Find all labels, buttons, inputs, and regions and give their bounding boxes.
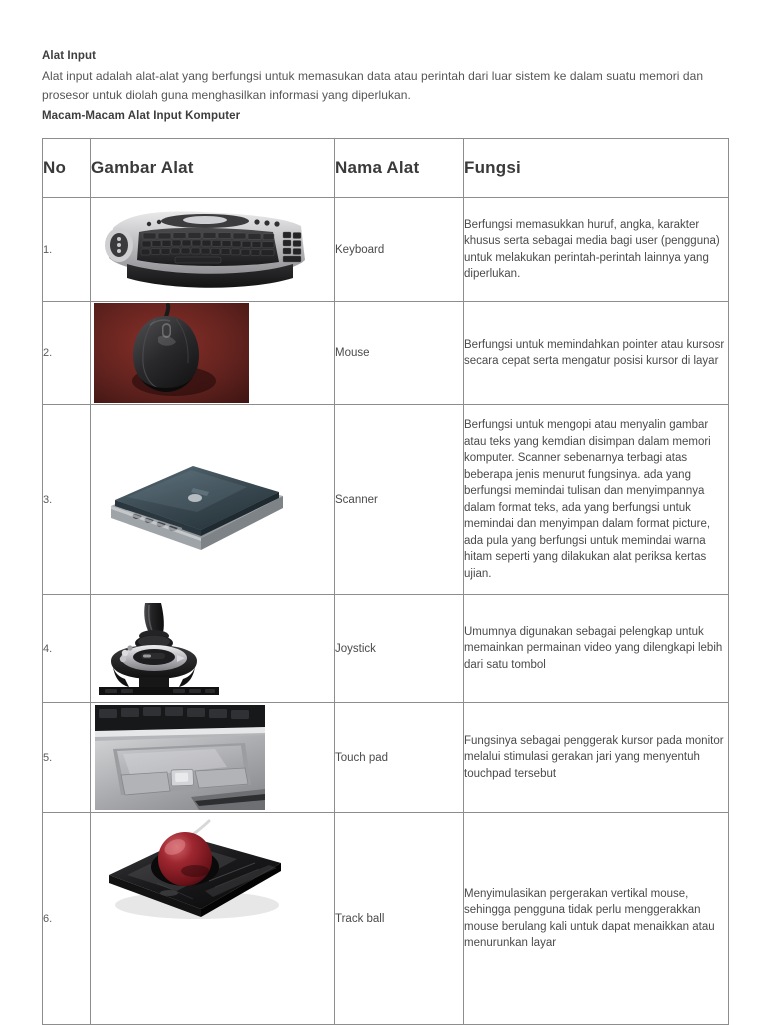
device-function: Menyimulasikan pergerakan vertikal mouse, sehingga pengguna tidak perlu menggerakkan mouse berulang kali untuk dapat menaikkan atau menurunkan layar: [464, 813, 729, 1025]
device-name: Track ball: [335, 813, 464, 1025]
mouse-illustration: [94, 303, 249, 403]
device-name: Touch pad: [335, 703, 464, 813]
joystick-photo: [91, 603, 334, 695]
device-image-cell: [91, 703, 335, 813]
table-row: [43, 302, 729, 405]
device-function: Umumnya digunakan sebagai pelengkap untuk memainkan permainan video yang dilengkapi lebih dari satu tombol: [464, 595, 729, 703]
row-number: 1.: [43, 198, 91, 302]
intro-block: [42, 48, 732, 125]
table-header-row: [43, 139, 729, 198]
table-row: [43, 703, 729, 813]
joystick-illustration: [99, 603, 219, 695]
row-number: 4.: [43, 595, 91, 703]
table-row: [43, 595, 729, 703]
device-image-cell: [91, 405, 335, 595]
table-row: [43, 198, 729, 302]
row-number: 5.: [43, 703, 91, 813]
trackball-photo: [91, 819, 334, 923]
column-header-fungsi: Fungsi: [464, 139, 729, 198]
keyboard-photo: [91, 202, 334, 298]
row-number: 6.: [43, 813, 91, 1025]
device-image-cell: [91, 198, 335, 302]
device-function: Fungsinya sebagai penggerak kursor pada monitor melalui stimulasi gerakan jari yang menyentuh touchpad tersebut: [464, 703, 729, 813]
intro-paragraph: Alat input adalah alat-alat yang berfungsi untuk memasukan data atau perintah dari luar sistem ke dalam suatu memori dan prosesor untuk diolah guna menghasilkan informasi yang diperlukan.: [42, 69, 704, 102]
device-function: Berfungsi untuk mengopi atau menyalin gambar atau teks yang kemdian disimpan dalam memori komputer. Scanner sebenarnya terbagi atas beberapa jenis menurut fungsinya. ada yang berfungsi memindai tulisan dan menyimpannya dalam format teks, ada yang berfungsi untuk memindai dan menyimpan dalam format picture, ada pula yang berfungsi untuk memindai warna hitam seperti yang dilakukan alat periksa kertas ujian.: [464, 405, 729, 595]
scanner-illustration: [97, 444, 292, 556]
device-name: Keyboard: [335, 198, 464, 302]
column-header-no: No: [43, 139, 91, 198]
scanner-photo: [91, 444, 334, 556]
row-number: 2.: [43, 302, 91, 405]
column-header-nama: Nama Alat: [335, 139, 464, 198]
touchpad-illustration: [95, 705, 265, 810]
input-devices-table: [42, 138, 729, 1025]
device-name: Scanner: [335, 405, 464, 595]
device-function: Berfungsi untuk memindahkan pointer atau kursosr secara cepat serta mengatur posisi kursor di layar: [464, 302, 729, 405]
device-function: Berfungsi memasukkan huruf, angka, karakter khusus serta sebagai media bagi user (pengguna) untuk melakukan perintah-perintah lainnya yang diperlukan.: [464, 198, 729, 302]
row-number: 3.: [43, 405, 91, 595]
mouse-photo: [91, 303, 334, 403]
trackball-illustration: [97, 819, 293, 923]
page-title: Alat Input: [42, 50, 97, 62]
device-image-cell: [91, 595, 335, 703]
section-subtitle: Macam-Macam Alat Input Komputer: [42, 110, 241, 122]
column-header-gambar: Gambar Alat: [91, 139, 335, 198]
touchpad-photo: [91, 705, 334, 810]
table-row: [43, 813, 729, 1025]
table-row: [43, 405, 729, 595]
device-image-cell: [91, 813, 335, 1025]
keyboard-illustration: [97, 202, 315, 298]
device-name: Joystick: [335, 595, 464, 703]
device-name: Mouse: [335, 302, 464, 405]
device-image-cell: [91, 302, 335, 405]
